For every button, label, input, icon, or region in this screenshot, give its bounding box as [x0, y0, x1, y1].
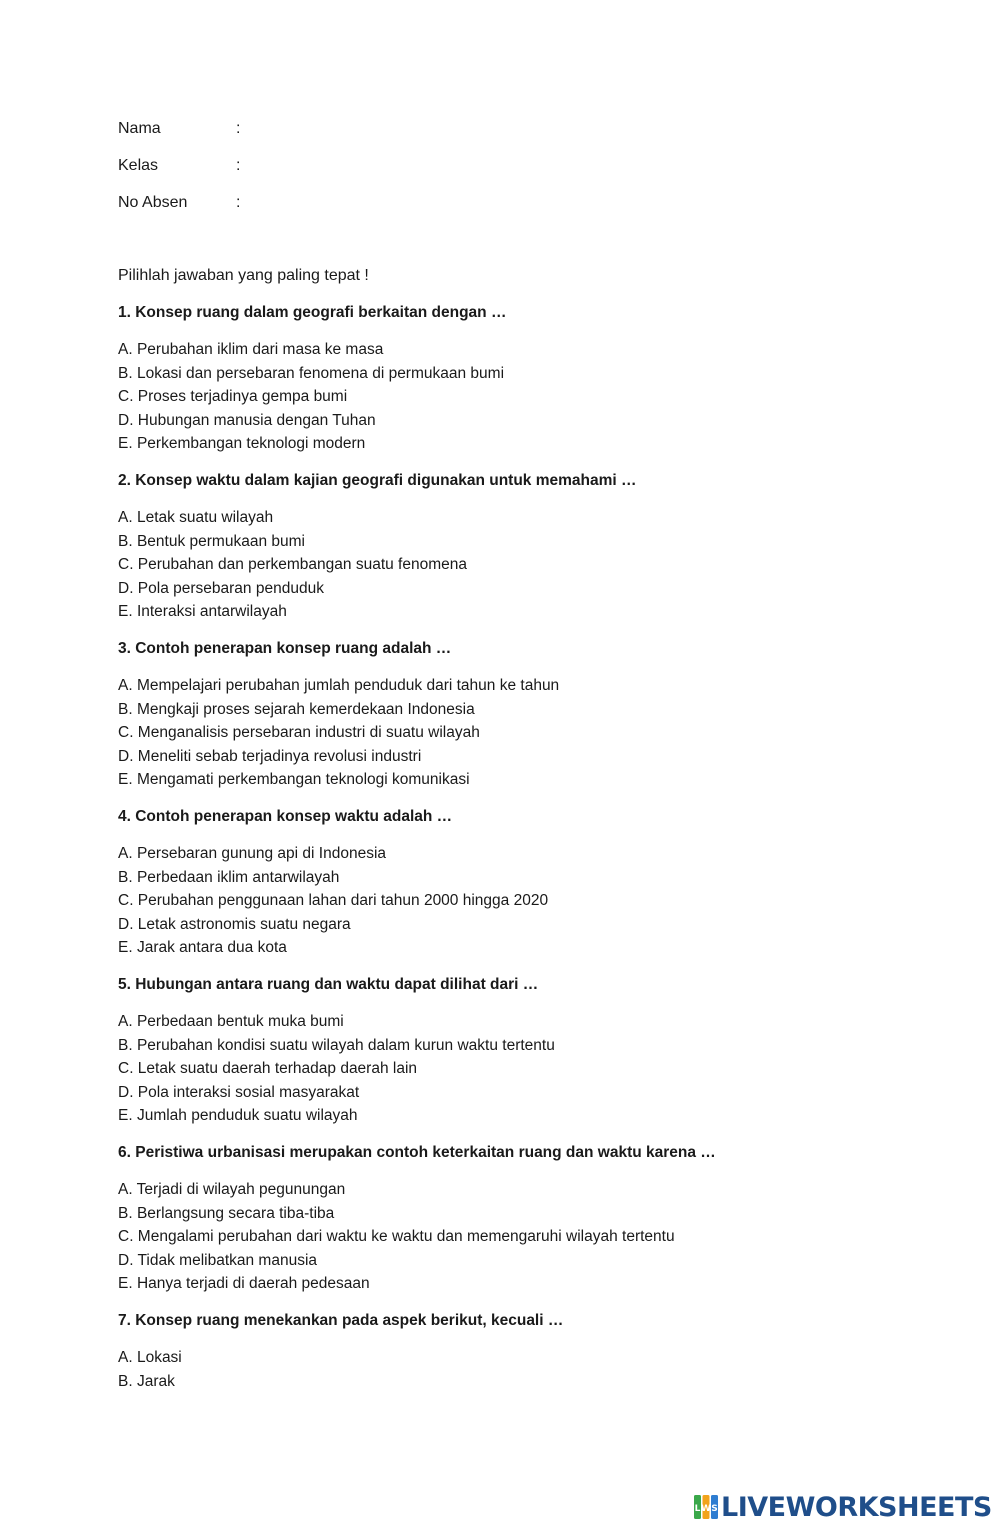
- option: D. Letak astronomis suatu negara: [118, 915, 351, 933]
- option: B. Jarak: [118, 1372, 175, 1390]
- field-nama: [118, 119, 240, 139]
- question-text: 4. Contoh penerapan konsep waktu adalah …: [118, 808, 453, 825]
- option: B. Lokasi dan persebaran fenomena di permukaan bumi: [118, 364, 505, 382]
- option: D. Tidak melibatkan manusia: [118, 1251, 318, 1269]
- option: C. Proses terjadinya gempa bumi: [118, 388, 348, 406]
- option: E. Hanya terjadi di daerah pedesaan: [118, 1275, 370, 1293]
- option: C. Mengalami perubahan dari waktu ke waktu dan memengaruhi wilayah tertentu: [118, 1228, 675, 1246]
- question-text: 3. Contoh penerapan konsep ruang adalah …: [118, 640, 452, 657]
- field-label: Kelas: [118, 157, 159, 174]
- option: B. Mengkaji proses sejarah kemerdekaan Indonesia: [118, 700, 475, 718]
- option: D. Pola interaksi sosial masyarakat: [118, 1083, 360, 1101]
- option: B. Perubahan kondisi suatu wilayah dalam kurun waktu tertentu: [118, 1036, 555, 1054]
- question-text: 5. Hubungan antara ruang dan waktu dapat dilihat dari …: [118, 976, 539, 993]
- option: A. Mempelajari perubahan jumlah penduduk dari tahun ke tahun: [118, 677, 560, 694]
- option: A. Persebaran gunung api di Indonesia: [118, 845, 387, 862]
- field-label: No Absen: [118, 194, 188, 211]
- option: E. Interaksi antarwilayah: [118, 603, 287, 621]
- option: E. Jumlah penduduk suatu wilayah: [118, 1107, 358, 1125]
- option: E. Mengamati perkembangan teknologi komunikasi: [118, 771, 470, 789]
- question-7: [118, 1311, 563, 1395]
- option: A. Terjadi di wilayah pegunungan: [118, 1181, 346, 1198]
- svg-text:S: S: [711, 1504, 718, 1514]
- logo-text: LIVEWORKSHEETS: [721, 1491, 992, 1523]
- option: E. Perkembangan teknologi modern: [118, 435, 366, 453]
- question-text: 1. Konsep ruang dalam geografi berkaitan dengan …: [118, 304, 507, 321]
- option: C. Letak suatu daerah terhadap daerah lain: [118, 1060, 418, 1078]
- liveworksheets-mark-icon: [693, 1493, 719, 1521]
- svg-text:L: L: [694, 1504, 701, 1514]
- option: A. Perubahan iklim dari masa ke masa: [118, 341, 384, 358]
- field-kelas: [118, 156, 240, 176]
- option: A. Perbedaan bentuk muka bumi: [118, 1013, 344, 1030]
- question-4: [118, 807, 548, 962]
- instruction: Pilihlah jawaban yang paling tepat !: [118, 267, 369, 284]
- question-1: [118, 303, 506, 458]
- question-3: [118, 639, 559, 794]
- question-text: 7. Konsep ruang menekankan pada aspek berikut, kecuali …: [118, 1312, 564, 1329]
- field-no-absen: [118, 193, 240, 213]
- option: A. Letak suatu wilayah: [118, 509, 274, 526]
- option: D. Pola persebaran penduduk: [118, 579, 324, 597]
- question-5: [118, 975, 555, 1130]
- field-separator: :: [236, 194, 241, 211]
- svg-text:W: W: [701, 1504, 711, 1514]
- liveworksheets-logo[interactable]: [693, 1489, 992, 1525]
- field-separator: :: [236, 157, 241, 174]
- option: E. Jarak antara dua kota: [118, 939, 287, 957]
- question-2: [118, 471, 637, 626]
- option: C. Perubahan dan perkembangan suatu fenomena: [118, 556, 467, 574]
- question-6: [118, 1143, 716, 1298]
- option: B. Perbedaan iklim antarwilayah: [118, 868, 340, 886]
- option: D. Meneliti sebab terjadinya revolusi industri: [118, 747, 422, 765]
- option: D. Hubungan manusia dengan Tuhan: [118, 411, 376, 429]
- option: B. Berlangsung secara tiba-tiba: [118, 1204, 335, 1222]
- field-separator: :: [236, 120, 241, 137]
- option: C. Menganalisis persebaran industri di suatu wilayah: [118, 724, 480, 742]
- option: A. Lokasi: [118, 1349, 182, 1366]
- question-text: 2. Konsep waktu dalam kajian geografi digunakan untuk memahami …: [118, 472, 637, 489]
- option: B. Bentuk permukaan bumi: [118, 532, 305, 550]
- option: C. Perubahan penggunaan lahan dari tahun 2000 hingga 2020: [118, 892, 549, 910]
- field-label: Nama: [118, 120, 161, 137]
- question-text: 6. Peristiwa urbanisasi merupakan contoh keterkaitan ruang dan waktu karena …: [118, 1144, 716, 1161]
